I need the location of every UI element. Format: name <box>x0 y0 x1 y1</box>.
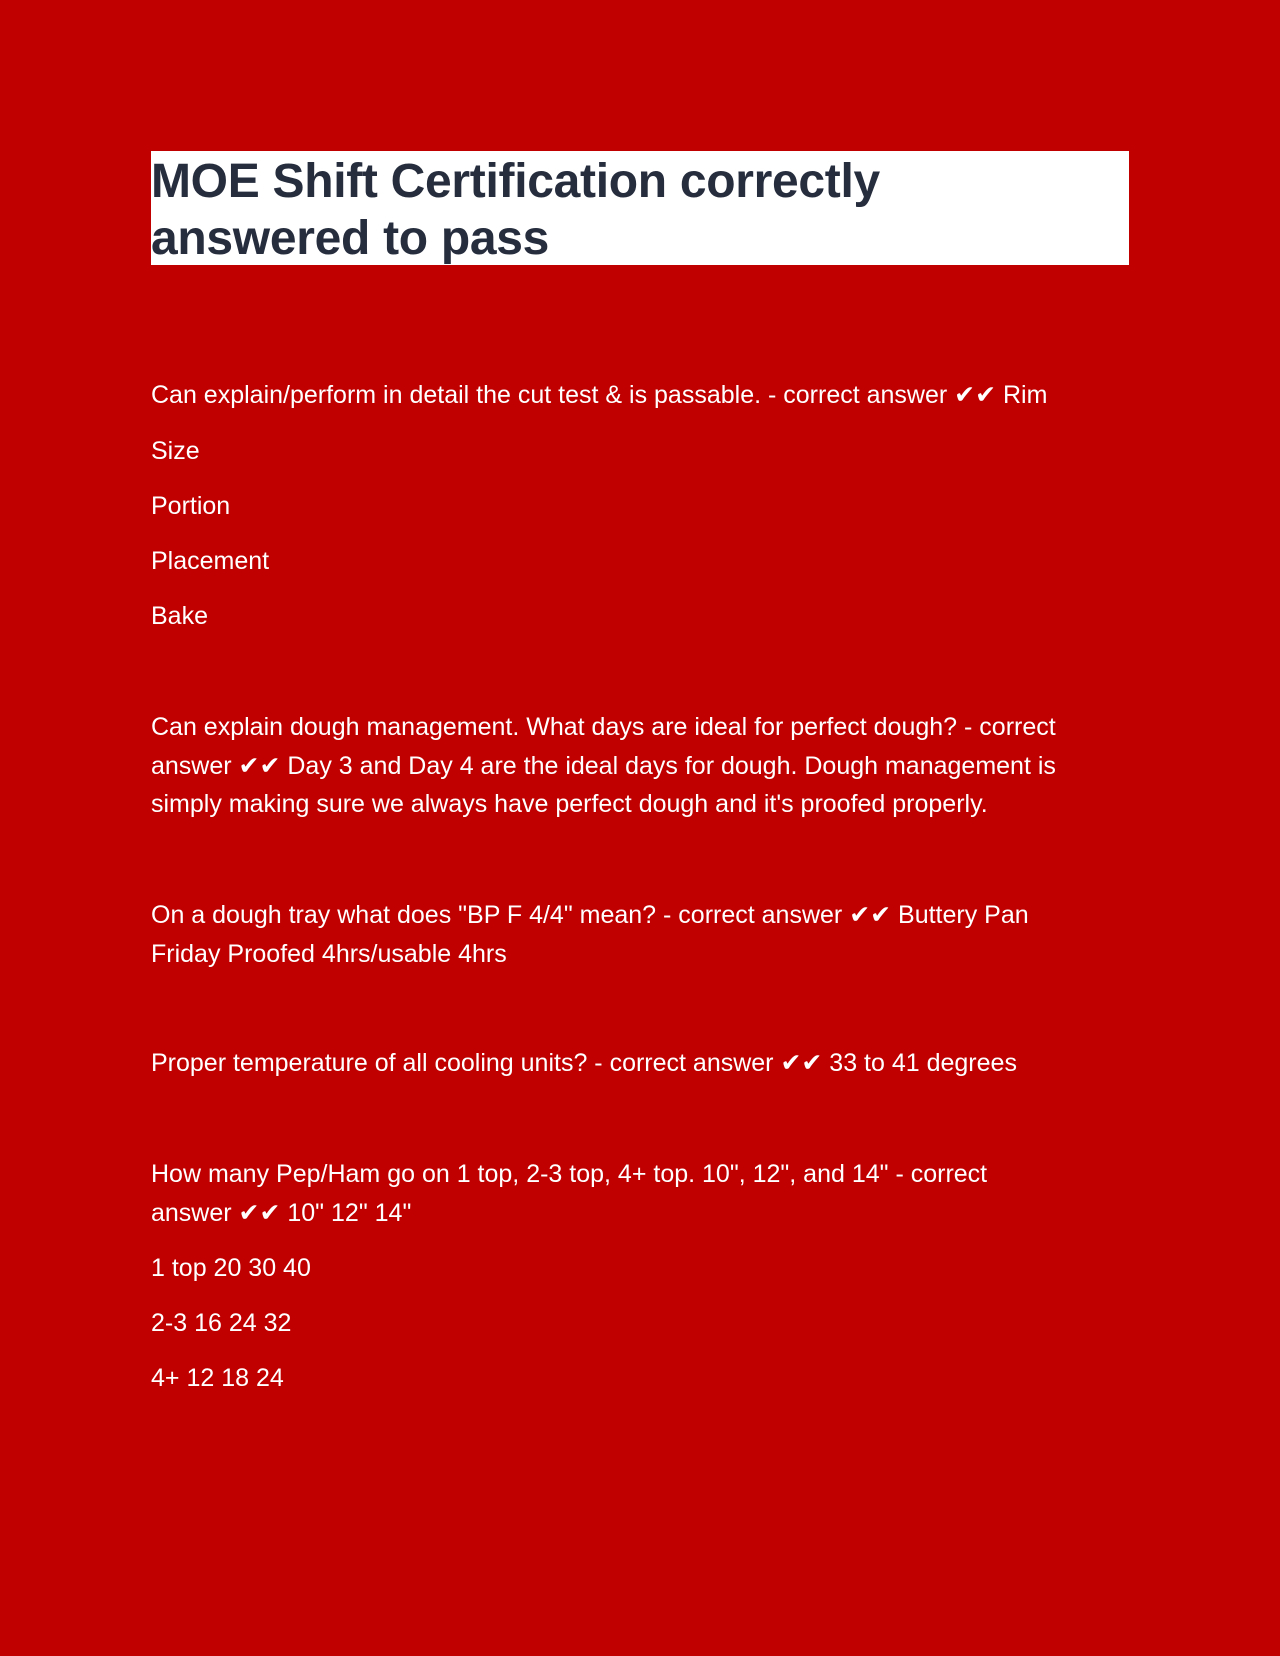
qa-line: Size <box>151 437 200 465</box>
qa-line: answer ✔✔ Day 3 and Day 4 are the ideal days for dough. Dough management is <box>151 752 1056 780</box>
qa-line: On a dough tray what does "BP F 4/4" mean? - correct answer ✔✔ Buttery Pan <box>151 901 1029 929</box>
title-line-2: answered to pass <box>151 212 550 265</box>
document-title <box>151 151 1129 265</box>
title-line-1: MOE Shift Certification correctly <box>151 155 880 208</box>
qa-line: How many Pep/Ham go on 1 top, 2-3 top, 4+ top. 10", 12", and 14" - correct <box>151 1160 988 1188</box>
qa-line: Can explain/perform in detail the cut test & is passable. - correct answer ✔✔ Rim <box>151 381 1048 409</box>
qa-line: 4+ 12 18 24 <box>151 1364 284 1392</box>
qa-line: answer ✔✔ 10" 12" 14" <box>151 1199 412 1227</box>
qa-line: Proper temperature of all cooling units? - correct answer ✔✔ 33 to 41 degrees <box>151 1049 1017 1077</box>
qa-line: Friday Proofed 4hrs/usable 4hrs <box>151 940 507 968</box>
qa-line: Bake <box>151 602 208 630</box>
qa-line: 2-3 16 24 32 <box>151 1309 292 1337</box>
qa-line: simply making sure we always have perfect dough and it's proofed properly. <box>151 790 988 818</box>
qa-line: Placement <box>151 547 270 575</box>
qa-line: Can explain dough management. What days are ideal for perfect dough? - correct <box>151 713 1056 741</box>
qa-line: Portion <box>151 492 231 520</box>
qa-line: 1 top 20 30 40 <box>151 1254 311 1282</box>
